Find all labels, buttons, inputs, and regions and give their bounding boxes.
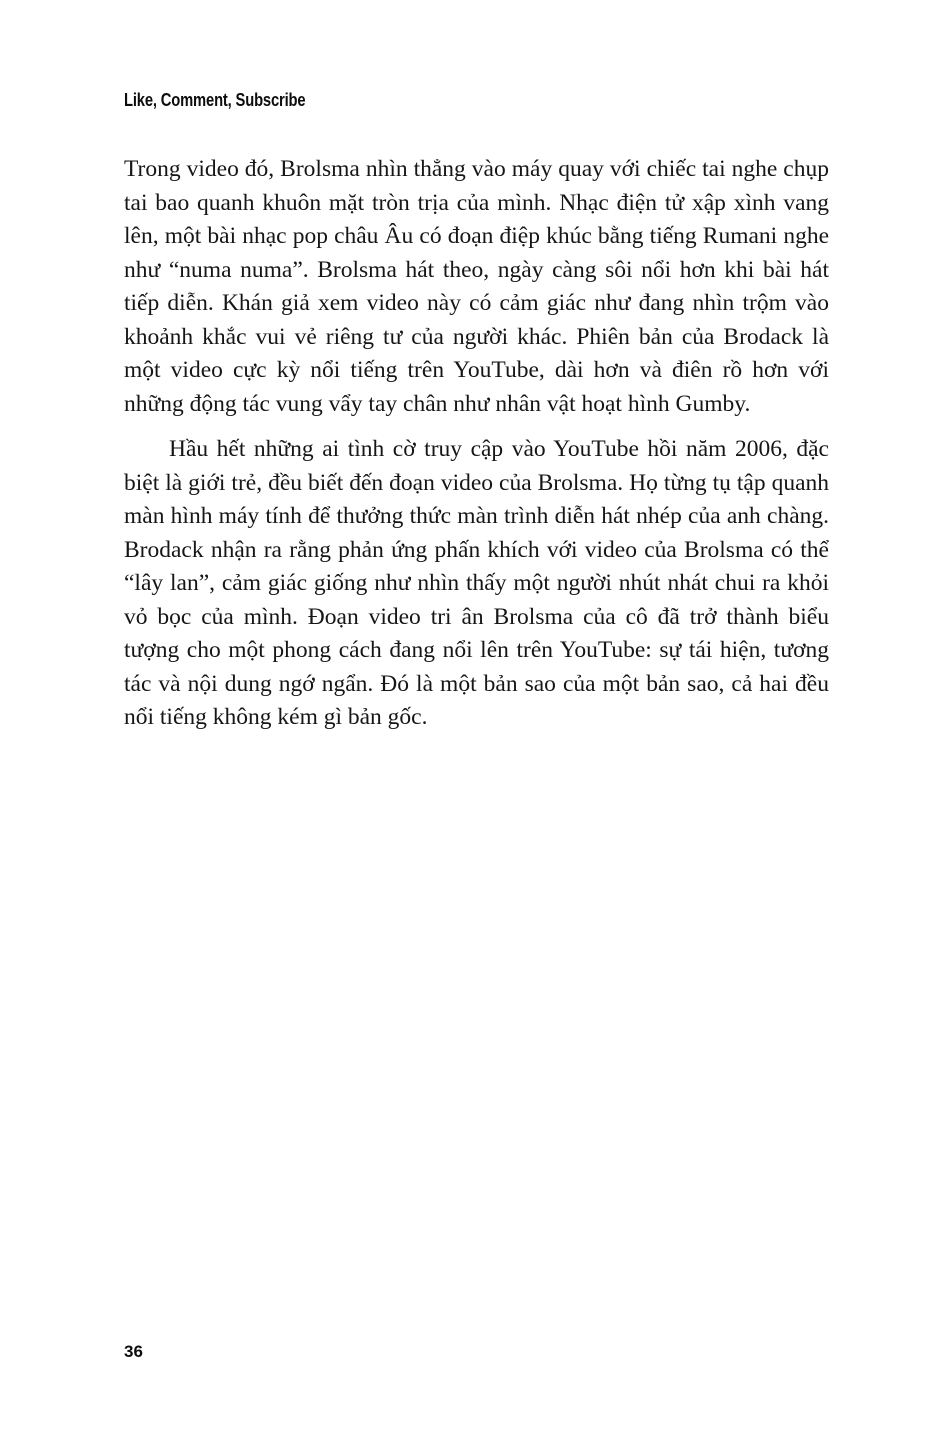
paragraph-2: Hầu hết những ai tình cờ truy cập vào YouTube hồi năm 2006, đặc biệt là giới trẻ, đều biết đến đoạn video của Brolsma. Họ từng tụ tập quanh màn hình máy tính để thưởng thức màn trình diễn hát nhép của anh chàng. Brodack nhận ra rằng phản ứng phấn khích với video của Brolsma có thể “lây lan”, cảm giác giống như nhìn thấy một người nhút nhát chui ra khỏi vỏ bọc của mình. Đoạn video tri ân Brolsma của cô đã trở thành biểu tượng cho một phong cách đang nổi lên trên YouTube: sự tái hiện, tương tác và nội dung ngớ ngẩn. Đó là một bản sao của một bản sao, cả hai đều nổi tiếng không kém gì bản gốc.	[124, 436, 829, 730]
running-header: Like, Comment, Subscribe	[124, 90, 306, 110]
paragraph-1: Trong video đó, Brolsma nhìn thẳng vào máy quay với chiếc tai nghe chụp tai bao quanh khuôn mặt tròn trịa của mình. Nhạc điện tử xập xình vang lên, một bài nhạc pop châu Âu có đoạn điệp khúc bằng tiếng Rumani nghe như “numa numa”. Brolsma hát theo, ngày càng sôi nổi hơn khi bài hát tiếp diễn. Khán giả xem video này có cảm giác như đang nhìn trộm vào khoảnh khắc vui vẻ riêng tư của người khác. Phiên bản của Brodack là một video cực kỳ nổi tiếng trên YouTube, dài hơn và điên rồ hơn với những động tác vung vẩy tay chân như nhân vật hoạt hình Gumby.	[124, 156, 829, 417]
page-number: 36	[124, 1342, 143, 1361]
page-body-text	[124, 153, 829, 735]
